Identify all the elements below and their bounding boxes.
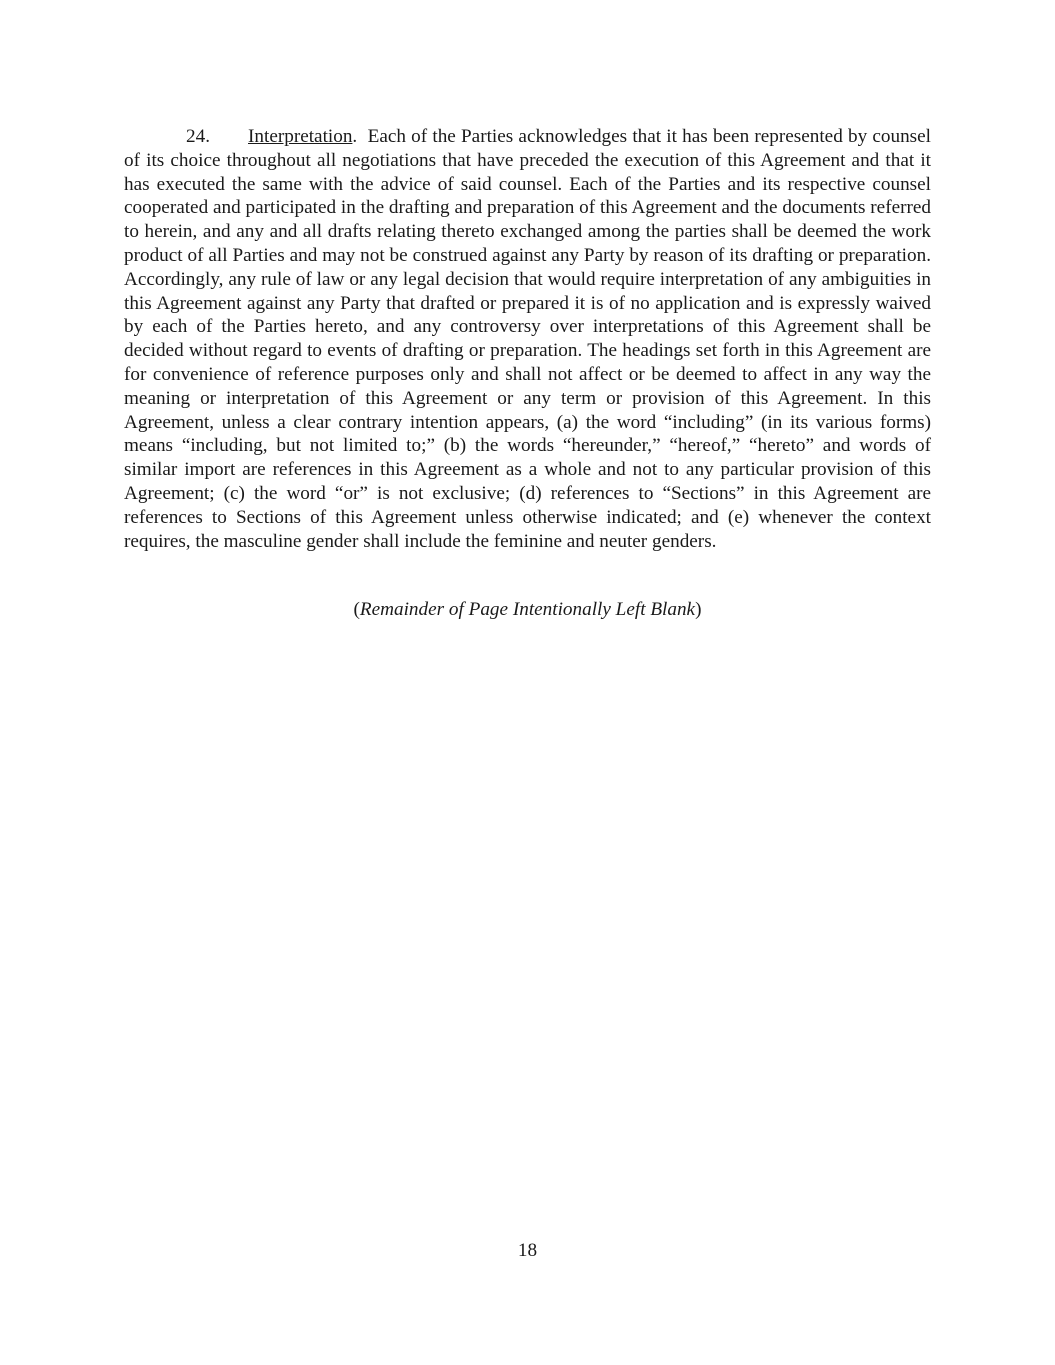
remainder-text: Remainder of Page Intentionally Left Blank — [359, 599, 696, 620]
remainder-close-paren: ) — [695, 599, 702, 620]
page-number: 18 — [517, 1240, 538, 1261]
section-heading-period: . — [352, 126, 358, 147]
section-heading: Interpretation — [248, 126, 353, 147]
section-body: Each of the Parties acknowledges that it has been represented by counsel of its choice throughout all negotiations that have preceded the execution of this Agreement and that it has executed the same with the advice of said counsel. Each of the Parties and its respective counsel cooperated and participated in the drafting and preparation of this Agreement and the documents referred to herein, and any and all drafts relating thereto exchanged among the parties shall be deemed the work product of all Parties and may not be construed against any Party by reason of its drafting or preparation. Accordingly, any rule of law or any legal decision that would require interpretation of any ambiguities in this Agreement against any Party that drafted or prepared it is of no application and is expressly waived by each of the Parties hereto, and any controversy over interpretations of this Agreement shall be decided without regard to events of drafting or preparation. The headings set forth in this Agreement are for convenience of reference purposes only and shall not affect or be deemed to affect in any way the meaning or interpretation of this Agreement or any term or provision of this Agreement. In this Agreement, unless a clear contrary intention appears, (a) the word “including” (in its various forms) means “including, but not limited to;” (b) the words “hereunder,” “hereof,” “hereto” and words of similar import are references in this Agreement as a whole and not to any particular provision of this Agreement; (c) the word “or” is not exclusive; (d) references to “Sections” in this Agreement are references to Sections of this Agreement unless otherwise indicated; and (e) whenever the context requires, the masculine gender shall include the feminine and neuter genders. — [124, 126, 931, 552]
remainder-open-paren: ( — [353, 599, 360, 620]
remainder-note — [124, 598, 931, 622]
section-24-paragraph — [124, 125, 931, 553]
section-number: 24. — [186, 126, 210, 147]
